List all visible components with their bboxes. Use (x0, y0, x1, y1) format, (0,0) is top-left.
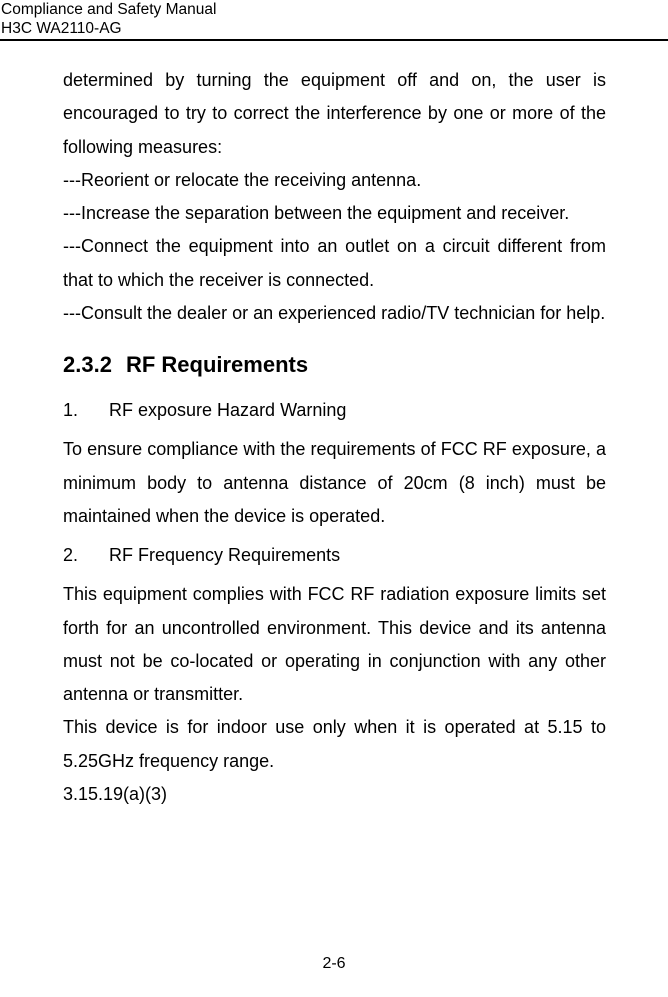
list-item-title: RF exposure Hazard Warning (109, 400, 347, 421)
section-heading (63, 350, 606, 380)
measure-reorient: ---Reorient or relocate the receiving antenna. (63, 169, 422, 190)
regulation-reference: 3.15.19(a)(3) (63, 784, 168, 805)
list-item-number: 1. (63, 400, 79, 421)
manual-title: Compliance and Safety Manual (1, 1, 217, 18)
rf-frequency-paragraph: This equipment complies with FCC RF radiation exposure limits set forth for an uncontrolled environment. This device and its antenna must not be co-located or operating in conjunction with any other antenna or transmitter. (63, 584, 606, 705)
page-header (0, 0, 668, 41)
page-content (63, 64, 606, 811)
indoor-use-note: This device is for indoor use only when it is operated at 5.15 to 5.25GHz frequency range. (63, 717, 606, 771)
intro-paragraph: determined by turning the equipment off and on, the user is encouraged to try to correct the interference by one or more of the following measures: (63, 70, 606, 157)
measure-consult: ---Consult the dealer or an experienced radio/TV technician for help. (63, 303, 606, 324)
section-number: 2.3.2 (63, 352, 112, 378)
section-title: RF Requirements (125, 352, 309, 378)
measure-outlet: ---Connect the equipment into an outlet on a circuit different from that to which the receiver is connected. (63, 236, 606, 290)
page-number: 2-6 (322, 955, 346, 972)
rf-exposure-paragraph: To ensure compliance with the requirements of FCC RF exposure, a minimum body to antenna distance of 20cm (8 inch) must be maintained when the device is operated. (63, 439, 606, 526)
product-model: H3C WA2110-AG (1, 20, 122, 37)
list-item-title: RF Frequency Requirements (109, 545, 341, 566)
measure-separation: ---Increase the separation between the equipment and receiver. (63, 203, 570, 224)
list-item-number: 2. (63, 545, 79, 566)
list-item-rf-exposure (63, 394, 606, 427)
list-item-rf-frequency (63, 539, 606, 572)
